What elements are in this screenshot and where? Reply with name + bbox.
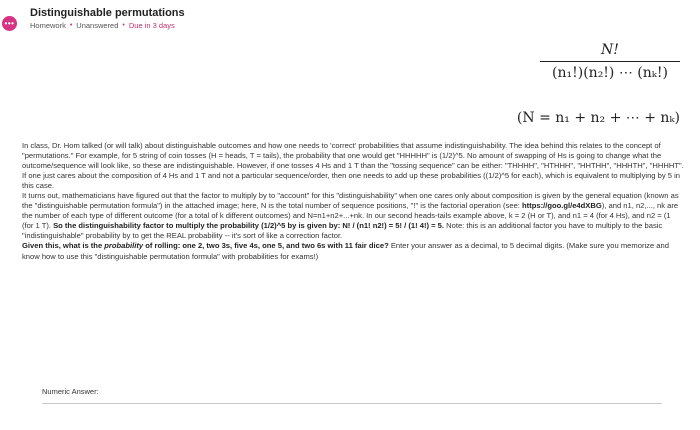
meta-separator: •	[69, 22, 73, 29]
page-title: Distinguishable permutations	[30, 7, 185, 19]
avatar[interactable]	[2, 16, 17, 31]
assignment-due: Due in 3 days	[128, 21, 175, 30]
assignment-status: Unanswered	[76, 21, 119, 30]
numeric-answer-input[interactable]	[42, 396, 662, 404]
assignment-meta	[30, 21, 175, 30]
avatar-dots: •••	[4, 18, 15, 28]
question-text: of rolling: one 2, two 3s, five 4s, one 5, and two 6s with 11 fair dice?	[143, 241, 389, 251]
body-paragraph-1: In class, Dr. Hom talked (or will talk) about distinguishable outcomes and how one needs to 'correct' probabilities that assume indistinguishability. The idea behind this relates to the concept of "permutations." For example, for 5 string of coin tosses (H = heads, T = tails), the probability that one would get "HHHHH" is (1/2)^5. No amount of swapping of Hs is going to change what the outcome/sequence will look like, so these are indistinguishable. However, if one tosses 4 Hs and 1 T than the "tossing sequence" can be either: "THHHH", "HTHHH", "HHTHH", "HHHTH", "HHHHT". If one just cares about the composition of 4 Hs and 1 T and not a particular sequence/order, then one needs to add up these probabilities ((1/2)^5 for each), which is equivalent to multiplying by 5 in this case.	[22, 141, 684, 191]
distinguishability-factor-text: So the distinguishability factor to multiply the probability (1/2)^5 by is given by: N! / (n1! n2!) = 5! / (1! 4!) = 5.	[53, 221, 445, 231]
formula-fraction	[540, 42, 680, 81]
assignment-type: Homework	[30, 21, 66, 30]
body-text-segment: ), and n1, n2,..., nk are the number of each type of different outcome (for a total of k different outcomes) and N=n1+n2+...+nk. In our second heads-tails example above, k = 2 (H or T), and n1 = 4 (for 4 Hs), and n2 = (1 (for 1 T).	[22, 201, 679, 231]
factorial-link[interactable]: https://goo.gl/e4dXBG	[522, 201, 602, 211]
formula-denominator: (n₁!)(n₂!) ⋯ (nₖ!)	[552, 65, 668, 81]
question-text: Given this, what is the	[22, 241, 105, 251]
body-text-segment: Note: this is an additional factor you have to multiply to the basic "indistinguishable" probability by to get the REAL probability -- it's sort of like a correction factor.	[22, 221, 663, 241]
formula-numerator: N!	[601, 42, 619, 58]
answer-instructions: Enter your answer as a decimal, to 5 decimal digits. (Make sure you memorize and know how to use this "distinguishable permutation formula" with probabilities for exams!)	[22, 241, 669, 261]
numeric-answer-label: Numeric Answer:	[42, 387, 99, 396]
question-emphasis: probability	[104, 241, 144, 251]
body-text-segment: It turns out, mathematicians have figured out that the factor to multiply by to "account" for this "distinguishability" when one cares only about composition is given by the general equation (known as the "distinguishable permutation formula") in the attached image; here, N is the total number of sequence positions, "!" is the factorial operation (see:	[22, 191, 679, 211]
formula-n-sum: (N = n₁ + n₂ + ⋯ + nₖ)	[516, 110, 680, 126]
body-paragraph-2	[22, 191, 684, 241]
question-prompt	[22, 241, 684, 261]
question-body	[22, 141, 684, 262]
meta-separator: •	[122, 22, 125, 29]
